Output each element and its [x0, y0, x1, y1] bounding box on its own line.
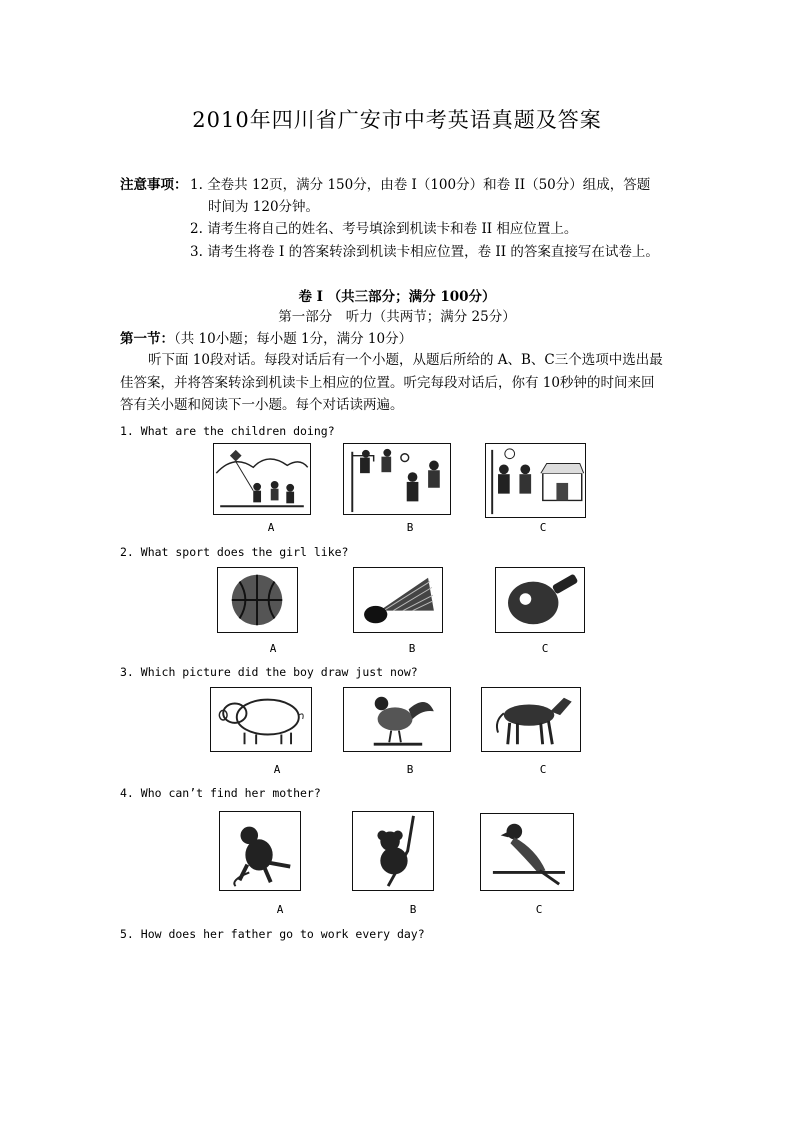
option-label: C — [535, 903, 543, 916]
children-at-shop-icon — [485, 443, 586, 518]
notice-item-number: 2. — [190, 221, 203, 237]
question-5: 5. How does her father go to work every day? — [120, 927, 425, 941]
instructions-line-1: 听下面 10段对话。每段对话后有一个小题，从题后所给的 A、B、C三个选项中选出最 — [148, 352, 663, 368]
notice-block — [120, 174, 188, 196]
option-label: A — [276, 903, 284, 916]
option-label: B — [409, 903, 417, 916]
subsection-label: 第一节： — [120, 331, 174, 347]
koala-icon — [352, 811, 434, 891]
horse-icon — [481, 687, 581, 752]
option-label: B — [408, 642, 416, 655]
option-label: A — [269, 642, 277, 655]
option-label: B — [406, 763, 414, 776]
basketball-icon — [217, 567, 298, 633]
parrot-icon — [480, 813, 574, 891]
notice-item-number: 3. — [190, 244, 203, 260]
pig-icon — [210, 687, 312, 752]
question-3: 3. Which picture did the boy draw just now? — [120, 665, 418, 679]
rooster-icon — [343, 687, 451, 752]
subsection-line — [120, 327, 412, 347]
shuttlecock-icon — [353, 567, 443, 633]
option-label: B — [406, 521, 414, 534]
question-2: 2. What sport does the girl like? — [120, 545, 349, 559]
notice-item-text: 全卷共 12页，满分 150分，由卷 I（100分）和卷 II（50分）组成，答题 — [207, 177, 651, 193]
question-4: 4. Who can’t find her mother? — [120, 786, 321, 800]
notice-item-number: 1. — [190, 177, 203, 193]
notice-item-1-continuation: 时间为 120分钟。 — [208, 199, 320, 215]
question-1: 1. What are the children doing? — [120, 424, 335, 438]
monkey-icon — [219, 811, 301, 891]
notice-item-1 — [190, 174, 650, 196]
option-label: C — [541, 642, 549, 655]
notice-item-2 — [190, 218, 577, 240]
section-heading: 卷 I （共三部分；满分 100分） — [298, 289, 496, 305]
notice-item-text: 请考生将卷 I 的答案转涂到机读卡相应位置，卷 II 的答案直接写在试卷上。 — [207, 244, 659, 260]
notice-item-text: 请考生将自己的姓名、考号填涂到机读卡和卷 II 相应位置上。 — [207, 221, 578, 237]
option-label: A — [267, 521, 275, 534]
part-heading: 第一部分 听力（共两节；满分 25分） — [278, 309, 516, 325]
children-flying-kites-icon — [213, 443, 311, 515]
notice-label: 注意事项： — [120, 177, 188, 193]
subsection-text: （共 10小题；每小题 1分，满分 10分） — [174, 331, 413, 347]
children-playing-basketball-icon — [343, 443, 451, 515]
notice-item-3 — [190, 241, 659, 263]
option-label: C — [539, 763, 547, 776]
option-label: C — [539, 521, 547, 534]
instructions-line-2: 佳答案，并将答案转涂到机读卡上相应的位置。听完每段对话后，你有 10秒钟的时间来回 — [120, 375, 655, 391]
option-label: A — [273, 763, 281, 776]
page-title: 2010年四川省广安市中考英语真题及答案 — [192, 108, 602, 132]
instructions-line-3: 答有关小题和阅读下一小题。每个对话读两遍。 — [120, 397, 404, 413]
ping-pong-paddle-icon — [495, 567, 585, 633]
